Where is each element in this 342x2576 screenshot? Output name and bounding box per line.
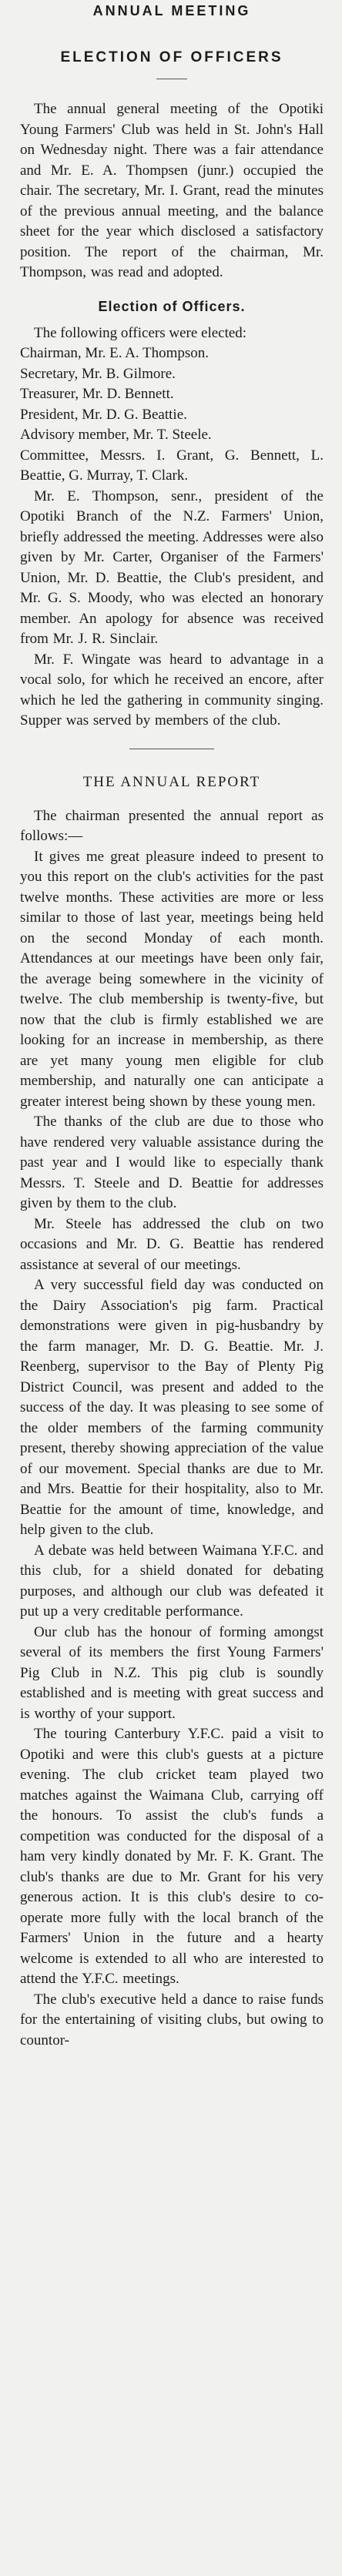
report-paragraph: Our club has the honour of forming amongst several of its members the first Young Farmers' Pig Club in N.Z. This pig club is soundly established and is meeting with great success and is worthy of your support. — [20, 1623, 324, 1722]
election-heading: ELECTION OF OFFICERS — [60, 49, 283, 65]
report-paragraph: Mr. Steele has addressed the club on two occasions and Mr. D. G. Beattie has rendered assistance at several of our meetings. — [20, 1215, 324, 1273]
officer-secretary: Secretary, Mr. B. Gilmore. — [20, 365, 176, 382]
officer-treasurer: Treasurer, Mr. D. Bennett. — [20, 386, 174, 402]
election-paragraph: Mr. E. Thompson, senr., president of the Opotiki Branch of the N.Z. Farmers' Union, briefly addressed the meeting. Addresses were also given by Mr. Carter, Organiser of the Farmers' Union, Mr. D. Beattie, the Club's president, and Mr. G. S. Moody, who was elected an honorary member. An apology for absence was received from Mr. J. R. Sinclair. — [20, 487, 324, 647]
officer-advisory-member: Advisory member, Mr. T. Steele. — [20, 427, 212, 443]
report-paragraph: The club's executive held a dance to raise funds for the entertaining of visiting clubs, but owing to countor- — [20, 1991, 324, 2048]
officers-intro: The following officers were elected: — [34, 324, 247, 341]
officer-committee: Committee, Messrs. I. Grant, G. Bennett, L. Beattie, G. Murray, T. Clark. — [20, 447, 324, 484]
report-paragraph: A debate was held between Waimana Y.F.C. and this club, for a shield donated for debating purposes, and although our club was defeated it put up a very creditable performance. — [20, 1542, 324, 1620]
election-paragraph: Mr. F. Wingate was heard to advantage in a vocal solo, for which he received an encore, after which he led the gathering in community singing. Supper was served by members of the club. — [20, 651, 324, 729]
annual-meeting-heading: ANNUAL MEETING — [92, 3, 251, 18]
officer-president: President, Mr. D. G. Beattie. — [20, 406, 187, 423]
intro-paragraph: The annual general meeting of the Opotiki Young Farmers' Club was held in St. John's Hall on Wednesday night. There was a fair attendance and Mr. E. A. Thompsen (junr.) occupied the chair. The secretary, Mr. I. Grant, read the minutes of the previous annual meeting, and the balance sheet for the year which disclosed a satisfactory position. The report of the chairman, Mr. Thompson, was read and adopted. — [20, 101, 324, 280]
officers-subheading: Election of Officers. — [98, 298, 246, 314]
report-heading: THE ANNUAL REPORT — [82, 773, 261, 790]
report-paragraph: A very successful field day was conducted on the Dairy Association's pig farm. Practical demonstrations were given in pig-husbandry by the farm manager, Mr. D. G. Beattie. Mr. J. Reenberg, supervisor to the Bay of Plenty Pig District Council, was present and added to the success of the day. It was pleasing to see some of the older members of the farming community present, thereby showing appreciation of the value of our movement. Special thanks are due to Mr. and Mrs. Beattie for their hospitality, also to Mr. Beattie for the amount of time, knowledge, and help given to the club. — [20, 1277, 324, 1538]
report-paragraph: The thanks of the club are due to those who have rendered very valuable assistance during the past year and I would like to especially thank Messrs. T. Steele and D. Beattie for addresses given by them to the club. — [20, 1114, 324, 1211]
report-paragraph: The touring Canterbury Y.F.C. paid a visit to Opotiki and were this club's guests at a picture evening. The club cricket team played two matches against the Waimana Club, carrying off the honours. To assist the club's funds a competition was conducted for the disposal of a ham very kindly donated by Mr. F. K. Grant. The club's thanks are due to Mr. Grant for his very generous action. It is this club's desire to co-operate more fully with the local branch of the Farmers' Union in the future and a hearty welcome is extended to all who are interested to attend the Y.F.C. meetings. — [20, 1726, 324, 1987]
officer-chairman: Chairman, Mr. E. A. Thompson. — [20, 345, 210, 361]
report-paragraph: It gives me great pleasure indeed to present to you this report on the club's activities for the past twelve months. These activities are more or less similar to those of last year, meetings being held on the second Monday of each month. Attendances at our meetings have been only fair, the average being somewhere in the vicinity of twelve. The club membership is twenty-five, but now that the club is firmly established we are looking for an increase in membership, as there are yet many young men eligible for club membership, and naturally one can anticipate a greater interest being shown by these young men. — [20, 848, 324, 1110]
report-paragraph: The chairman presented the annual report as follows:— — [20, 807, 324, 844]
officers-list — [20, 323, 324, 487]
intro-section — [20, 99, 324, 283]
